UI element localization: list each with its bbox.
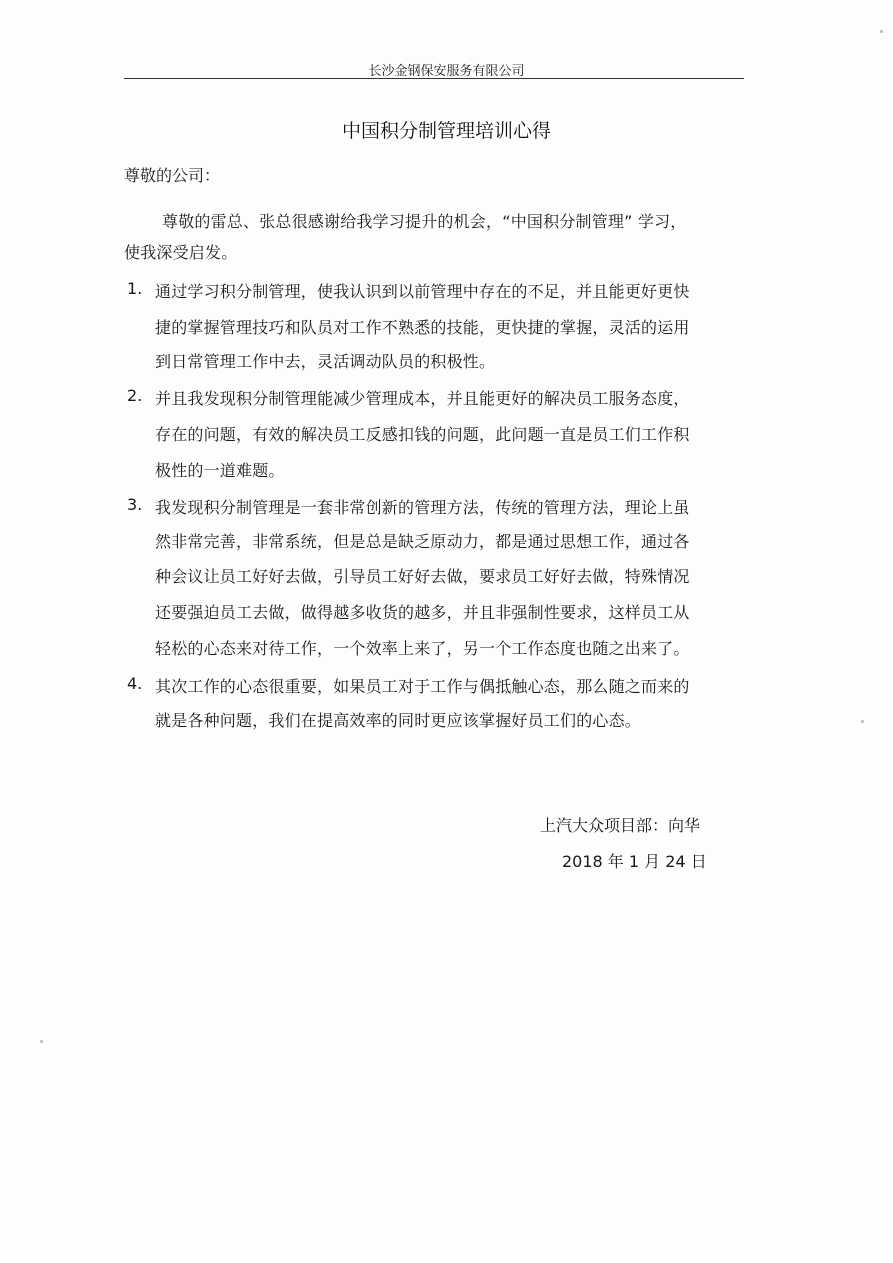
item-line: 还要强迫员工去做，做得越多收货的越多，并且非强制性要求，这样员工从 <box>155 603 690 622</box>
item-line: 存在的问题，有效的解决员工反感扣钱的问题，此问题一直是员工们工作积 <box>155 425 690 444</box>
intro-line: 尊敬的雷总、张总很感谢给我学习提升的机会，“中国积分制管理” 学习， <box>162 212 687 231</box>
salutation: 尊敬的公司： <box>124 166 221 185</box>
item-number: 1. <box>127 279 143 298</box>
signature-department: 上汽大众项目部：向华 <box>540 816 701 835</box>
item-line: 轻松的心态来对待工作，一个效率上来了，另一个工作态度也随之出来了。 <box>155 639 690 658</box>
scan-speck <box>40 1040 43 1043</box>
item-number: 4. <box>127 674 143 693</box>
item-number: 3. <box>127 495 143 514</box>
scan-speck <box>880 30 883 33</box>
document-title: 中国积分制管理培训心得 <box>341 120 551 142</box>
scan-speck <box>861 720 864 723</box>
company-header: 长沙金钢保安服务有限公司 <box>368 64 525 79</box>
signature-date: 2018 年 1 月 24 日 <box>562 852 707 871</box>
item-line: 通过学习积分制管理，使我认识到以前管理中存在的不足，并且能更好更快 <box>155 282 690 301</box>
item-number: 2. <box>127 386 143 405</box>
item-line: 其次工作的心态很重要，如果员工对于工作与偶抵触心态，那么随之而来的 <box>155 677 690 696</box>
item-line: 种会议让员工好好去做，引导员工好好去做，要求员工好好去做，特殊情况 <box>155 567 690 586</box>
item-line: 到日常管理工作中去，灵活调动队员的积极性。 <box>155 352 496 371</box>
item-line: 就是各种问题，我们在提高效率的同时更应该掌握好员工们的心态。 <box>155 711 642 730</box>
item-line: 并且我发现积分制管理能减少管理成本，并且能更好的解决员工服务态度， <box>155 389 690 408</box>
header-rule <box>124 78 744 79</box>
item-line: 然非常完善，非常系统，但是总是缺乏原动力，都是通过思想工作，通过各 <box>155 532 690 551</box>
item-line: 捷的掌握管理技巧和队员对工作不熟悉的技能，更快捷的掌握，灵活的运用 <box>155 318 690 337</box>
item-line: 极性的一道难题。 <box>155 461 285 480</box>
intro-line: 使我深受启发。 <box>124 243 238 262</box>
item-line: 我发现积分制管理是一套非常创新的管理方法，传统的管理方法，理论上虽 <box>155 498 690 517</box>
